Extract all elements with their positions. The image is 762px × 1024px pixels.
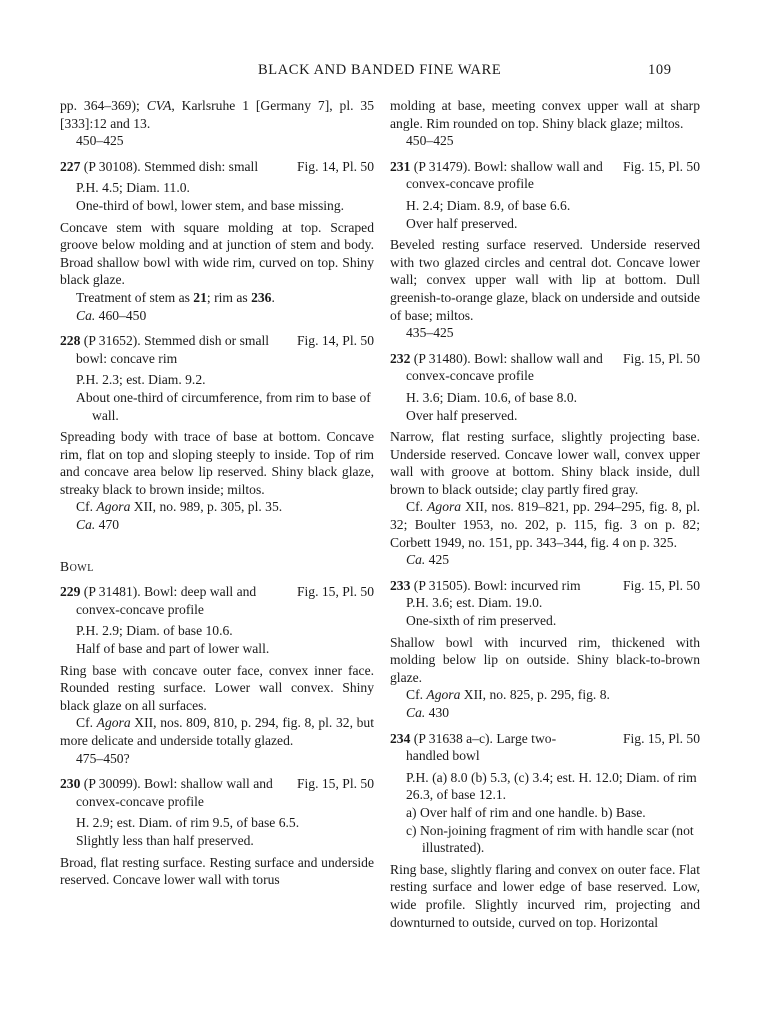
entry-date: Ca. 470 (76, 517, 120, 533)
entry-description: Narrow, flat resting surface, slightly projecting base. Underside reserved. Concave lower wall, convex upper wall with groove at bottom. Shiny black inside, dull brown to black outside; clay partly fired gray. (390, 429, 700, 497)
catalog-entry-234 (390, 730, 700, 932)
continued-reference: pp. 364–369); CVA, Karlsruhe 1 [Germany 7], pl. 35 [333]:12 and 13. (60, 98, 375, 131)
entry-title: (P 31479). Bowl: shallow wall and convex-concave profile (406, 158, 603, 192)
continued-description: molding at base, meeting convex upper wall at sharp angle. Rim rounded on top. Shiny black glaze; miltos. (390, 98, 700, 131)
entry-title: (P 30099). Bowl: shallow wall and convex-concave profile (76, 776, 273, 809)
entry-heading (390, 158, 700, 193)
measurements: P.H. (a) 8.0 (b) 5.3, (c) 3.4; est. H. 12.0; Diam. of rim 26.3, of base 12.1. a) Over half of rim and one handle. b) Base. c) Non-joining fragment of rim with handle scar (not illustrated). (406, 769, 697, 856)
entry-number: 232 (390, 350, 411, 366)
entry-date: Ca. 460–450 (76, 307, 147, 323)
figure-reference: Fig. 15, Pl. 50 (622, 158, 700, 174)
treatment-note: Treatment of stem as 21; rim as 236. (76, 289, 275, 305)
entry-heading (390, 730, 700, 765)
measurements: P.H. 3.6; est. Diam. 19.0. One-sixth of rim preserved. (406, 595, 557, 629)
comparanda: Cf. Agora XII, nos. 819–821, pp. 294–295, fig. 8, pl. 32; Boulter 1953, no. 202, p. 115, fig. 3 on p. 82; Corbett 1949, no. 151, pp. 343–344, fig. 4 on p. 325. (390, 499, 700, 550)
entry-heading (60, 332, 374, 367)
running-head (0, 62, 762, 82)
catalog-entry-233 (390, 577, 700, 722)
figure-reference: Fig. 15, Pl. 50 (622, 730, 700, 746)
catalog-entry-232 (390, 350, 700, 569)
measurements: P.H. 4.5; Diam. 11.0. One-third of bowl, lower stem, and base missing. (76, 180, 345, 213)
entry-number: 230 (60, 776, 81, 792)
entry-number: 234 (390, 730, 411, 746)
entry-description: Spreading body with trace of base at bottom. Concave rim, flat on top and sloping steeply to inside. Top of rim and concave area below lip reserved. Shiny black glaze, streaky black to brown inside; miltos. (60, 429, 374, 497)
entry-date: Ca. 430 (406, 705, 450, 720)
measurements: H. 3.6; Diam. 10.6, of base 8.0. Over half preserved. (406, 389, 578, 423)
running-head-title: BLACK AND BANDED FINE WARE (258, 62, 502, 78)
entry-title: (P 31652). Stemmed dish or small bowl: concave rim (76, 333, 270, 366)
entry-number: 228 (60, 333, 81, 349)
entry-heading (60, 775, 374, 810)
catalog-entry-228 (60, 332, 374, 534)
section-heading: Bowl (60, 558, 94, 574)
entry-number: 231 (390, 158, 411, 174)
entry-heading (60, 158, 374, 176)
entry-title: (P 31481). Bowl: deep wall and convex-concave profile (76, 584, 257, 617)
figure-reference: Fig. 15, Pl. 50 (622, 350, 700, 366)
entry-title: (P 31638 a–c). Large two-handled bowl (406, 730, 557, 764)
entry-title: (P 31505). Bowl: incurved rim (410, 577, 581, 593)
comparanda: Cf. Agora XII, nos. 809, 810, p. 294, fig. 8, pl. 32, but more delicate and underside totally glazed. (60, 715, 375, 748)
figure-reference: Fig. 15, Pl. 50 (622, 577, 700, 593)
entry-description: Broad, flat resting surface. Resting surface and underside reserved. Concave lower wall with torus (60, 854, 374, 888)
entry-description: Ring base, slightly flaring and convex on outer face. Flat resting surface and lower edge of base reserved. Low, wide profile. Slightly incurved rim, projecting and downturned to outside, curved on top. Horizontal (390, 861, 700, 930)
entry-number: 229 (60, 584, 81, 600)
entry-description: Shallow bowl with incurved rim, thickened with molding below lip on outside. Shiny black-to-brown glaze. (390, 634, 700, 685)
catalog-entry-230 (60, 775, 374, 889)
entry-number: 233 (390, 577, 411, 593)
entry-description: Ring base with concave outer face, convex inner face. Rounded resting surface. Lower wall convex. Shiny black glaze on all surfaces. (60, 662, 374, 713)
comparanda: Cf. Agora XII, no. 825, p. 295, fig. 8. (406, 687, 610, 703)
entry-heading (390, 350, 700, 385)
catalog-entry-229 (60, 583, 374, 767)
measurements: P.H. 2.9; Diam. of base 10.6. Half of base and part of lower wall. (76, 623, 270, 657)
comparanda: Cf. Agora XII, no. 989, p. 305, pl. 35. (76, 499, 283, 515)
entry-number: 227 (60, 158, 81, 174)
page-number: 109 (648, 62, 672, 78)
figure-reference: Fig. 14, Pl. 50 (296, 333, 374, 349)
entry-heading (390, 577, 700, 595)
catalog-entry-227 (60, 158, 374, 324)
entry-date: 475–450? (76, 750, 130, 766)
entry-title: (P 31480). Bowl: shallow wall and convex-concave profile (406, 350, 603, 384)
entry-description: Concave stem with square molding at top. Scraped groove below molding and at junction of stem and body. Broad shallow bowl with wide rim, curved on top. Shiny black glaze. (60, 219, 374, 288)
continued-date: 450–425 (406, 133, 454, 149)
measurements: H. 2.9; est. Diam. of rim 9.5, of base 6.5. Slightly less than half preserved. (76, 815, 300, 848)
right-column (390, 97, 700, 931)
measurements: P.H. 2.3; est. Diam. 9.2. About one-third of circumference, from rim to base of wall. (76, 372, 371, 423)
entry-date: Ca. 425 (406, 552, 450, 568)
entry-heading (60, 583, 374, 618)
measurements: H. 2.4; Diam. 8.9, of base 6.6. Over half preserved. (406, 197, 571, 231)
continued-date: 450–425 (76, 133, 124, 149)
entry-date: 435–425 (406, 325, 454, 341)
figure-reference: Fig. 14, Pl. 50 (296, 158, 374, 174)
entry-title: (P 30108). Stemmed dish: small (80, 158, 259, 174)
left-column (60, 97, 374, 889)
figure-reference: Fig. 15, Pl. 50 (296, 776, 374, 792)
catalog-entry-231 (390, 158, 700, 342)
entry-description: Beveled resting surface reserved. Underside reserved with two glazed circles and central dot. Concave lower wall; convex upper wall with lip at bottom. Dull greenish-to-orange glaze, black on underside and outside of base; miltos. (390, 237, 700, 323)
figure-reference: Fig. 15, Pl. 50 (296, 584, 374, 600)
